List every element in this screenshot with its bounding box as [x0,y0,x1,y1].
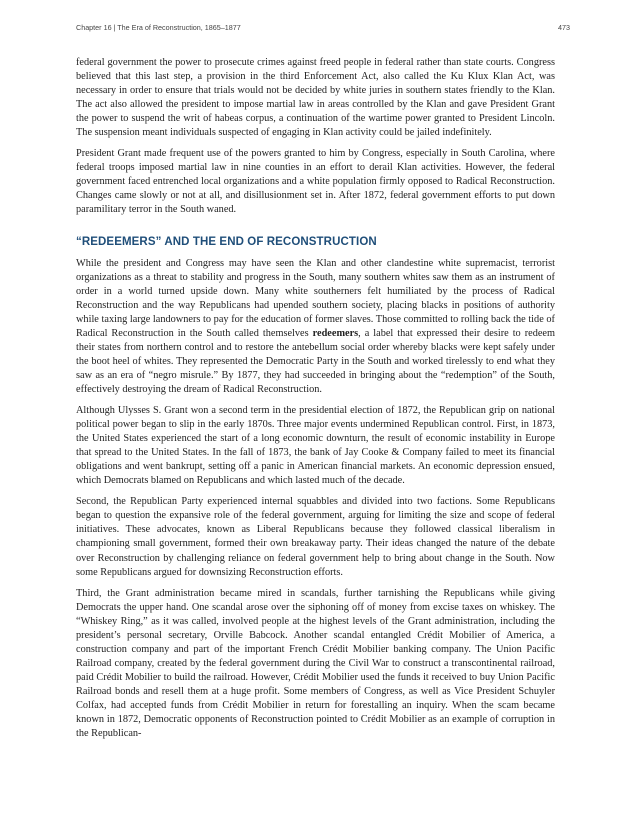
paragraph-grant-powers: President Grant made frequent use of the powers granted to him by Congress, especially in South Carolina, where federal troops imposed martial law in nine counties in an effort to derail Klan activities. However, the federal government faced entrenched local organizations and a white population firmly opposed to Radical Reconstruction. Changes came slowly or not at all, and disillusionment set in. After 1872, federal government efforts to put down paramilitary terror in the South waned. [76,148,555,216]
page-number: 473 [558,23,570,32]
running-header [76,23,570,35]
paragraph-scandals: Third, the Grant administration became mired in scandals, further tarnishing the Republicans while giving Democrats the upper hand. One scandal arose over the siphoning off of money from excise taxes on whiskey. The “Whiskey Ring,” as it was called, involved people at the highest levels of the Grant administration, including the president’s personal secretary, Orville Babcock. Another scandal entangled Crédit Mobilier of America, a construction company and part of the important French Crédit Mobilier banking company. The Union Pacific Railroad company, created by the federal government during the Civil War to construct a transcontinental railroad, paid Crédit Mobilier to build the railroad. However, Crédit Mobilier used the funds it received to buy Union Pacific Railroad bonds and resell them at a huge profit. Some members of Congress, as well as Vice President Schuyler Colfax, had accepted funds from Crédit Mobilier in return for forestalling an inquiry. When the scam became known in 1872, Democratic opponents of Reconstruction pointed to Crédit Mobilier as an example of corruption in the Republican- [76,587,555,740]
main-text [76,56,555,741]
paragraph-redeemers-text-b: , a label that expressed their desire to redeem their states from northern control and to restore the antebellum social order whereby blacks were kept safely under the boot heel of whites. They represented the Democratic Party in the South and worked tirelessly to end what they saw as an era of “negro misrule.” By 1877, they had succeeded in bringing about the “redemption” of the South, effectively destroying the dream of Radical Reconstruction. [76,327,555,395]
paragraph-redeemers [76,257,555,397]
paragraph-economic-downturn: Although Ulysses S. Grant won a second term in the presidential election of 1872, the Republican grip on national political power began to slip in the early 1870s. Three major events undermined Republican control. First, in 1873, the United States experienced the start of a long economic downturn, the result of economic instability in Europe that spread to the United States. In the fall of 1873, the bank of Jay Cooke & Company failed to meet its financial obligations and went bankrupt, setting off a panic in American financial markets. An economic depression ensued, which Democrats blamed on Republicans and which lasted much of the decade. [76,405,555,487]
section-heading: “REDEEMERS” AND THE END OF RECONSTRUCTION [76,235,377,248]
keyword-redeemers: redeemers [312,327,359,339]
paragraph-redeemers-text-a: While the president and Congress may have seen the Klan and other clandestine white supremacist, terrorist organizations as a threat to stability and progress in the South, many southern whites saw them as an instrument of order in a world turned upside down. Many white southerners felt humiliated by the process of Radical Reconstruction and the way Republicans had upended southern society, placing blacks in positions of authority while taxing large landowners to pay for the education of former slaves. Those committed to rolling back the tide of Radical Reconstruction in the South called themselves [76,257,555,339]
chapter-title: Chapter 16 | The Era of Reconstruction, 1865–1877 [76,23,241,32]
paragraph-republican-factions: Second, the Republican Party experienced internal squabbles and divided into two factions. Some Republicans began to question the expansive role of the federal government, arguing for limiting the size and scope of federal initiatives. These advocates, known as Liberal Republicans because they followed classical liberalism in championing small government, formed their own breakaway party. Their ideas changed the nature of the debate over Reconstruction by challenging reliance on federal government help to bring about change in the South. Now some Republicans argued for downsizing Reconstruction efforts. [76,496,555,578]
paragraph-enforcement-act: federal government the power to prosecute crimes against freed people in federal rather than state courts. Congress believed that this last step, a provision in the third Enforcement Act, also called the Ku Klux Klan Act, was necessary in order to ensure that trials would not be decided by white juries in southern states friendly to the Klan. The act also allowed the president to impose martial law in areas controlled by the Klan and gave President Grant the power to suspend the writ of habeas corpus, a continuation of the wartime power granted to President Lincoln. The suspension meant individuals suspected of engaging in Klan activity could be jailed indefinitely. [76,57,555,139]
